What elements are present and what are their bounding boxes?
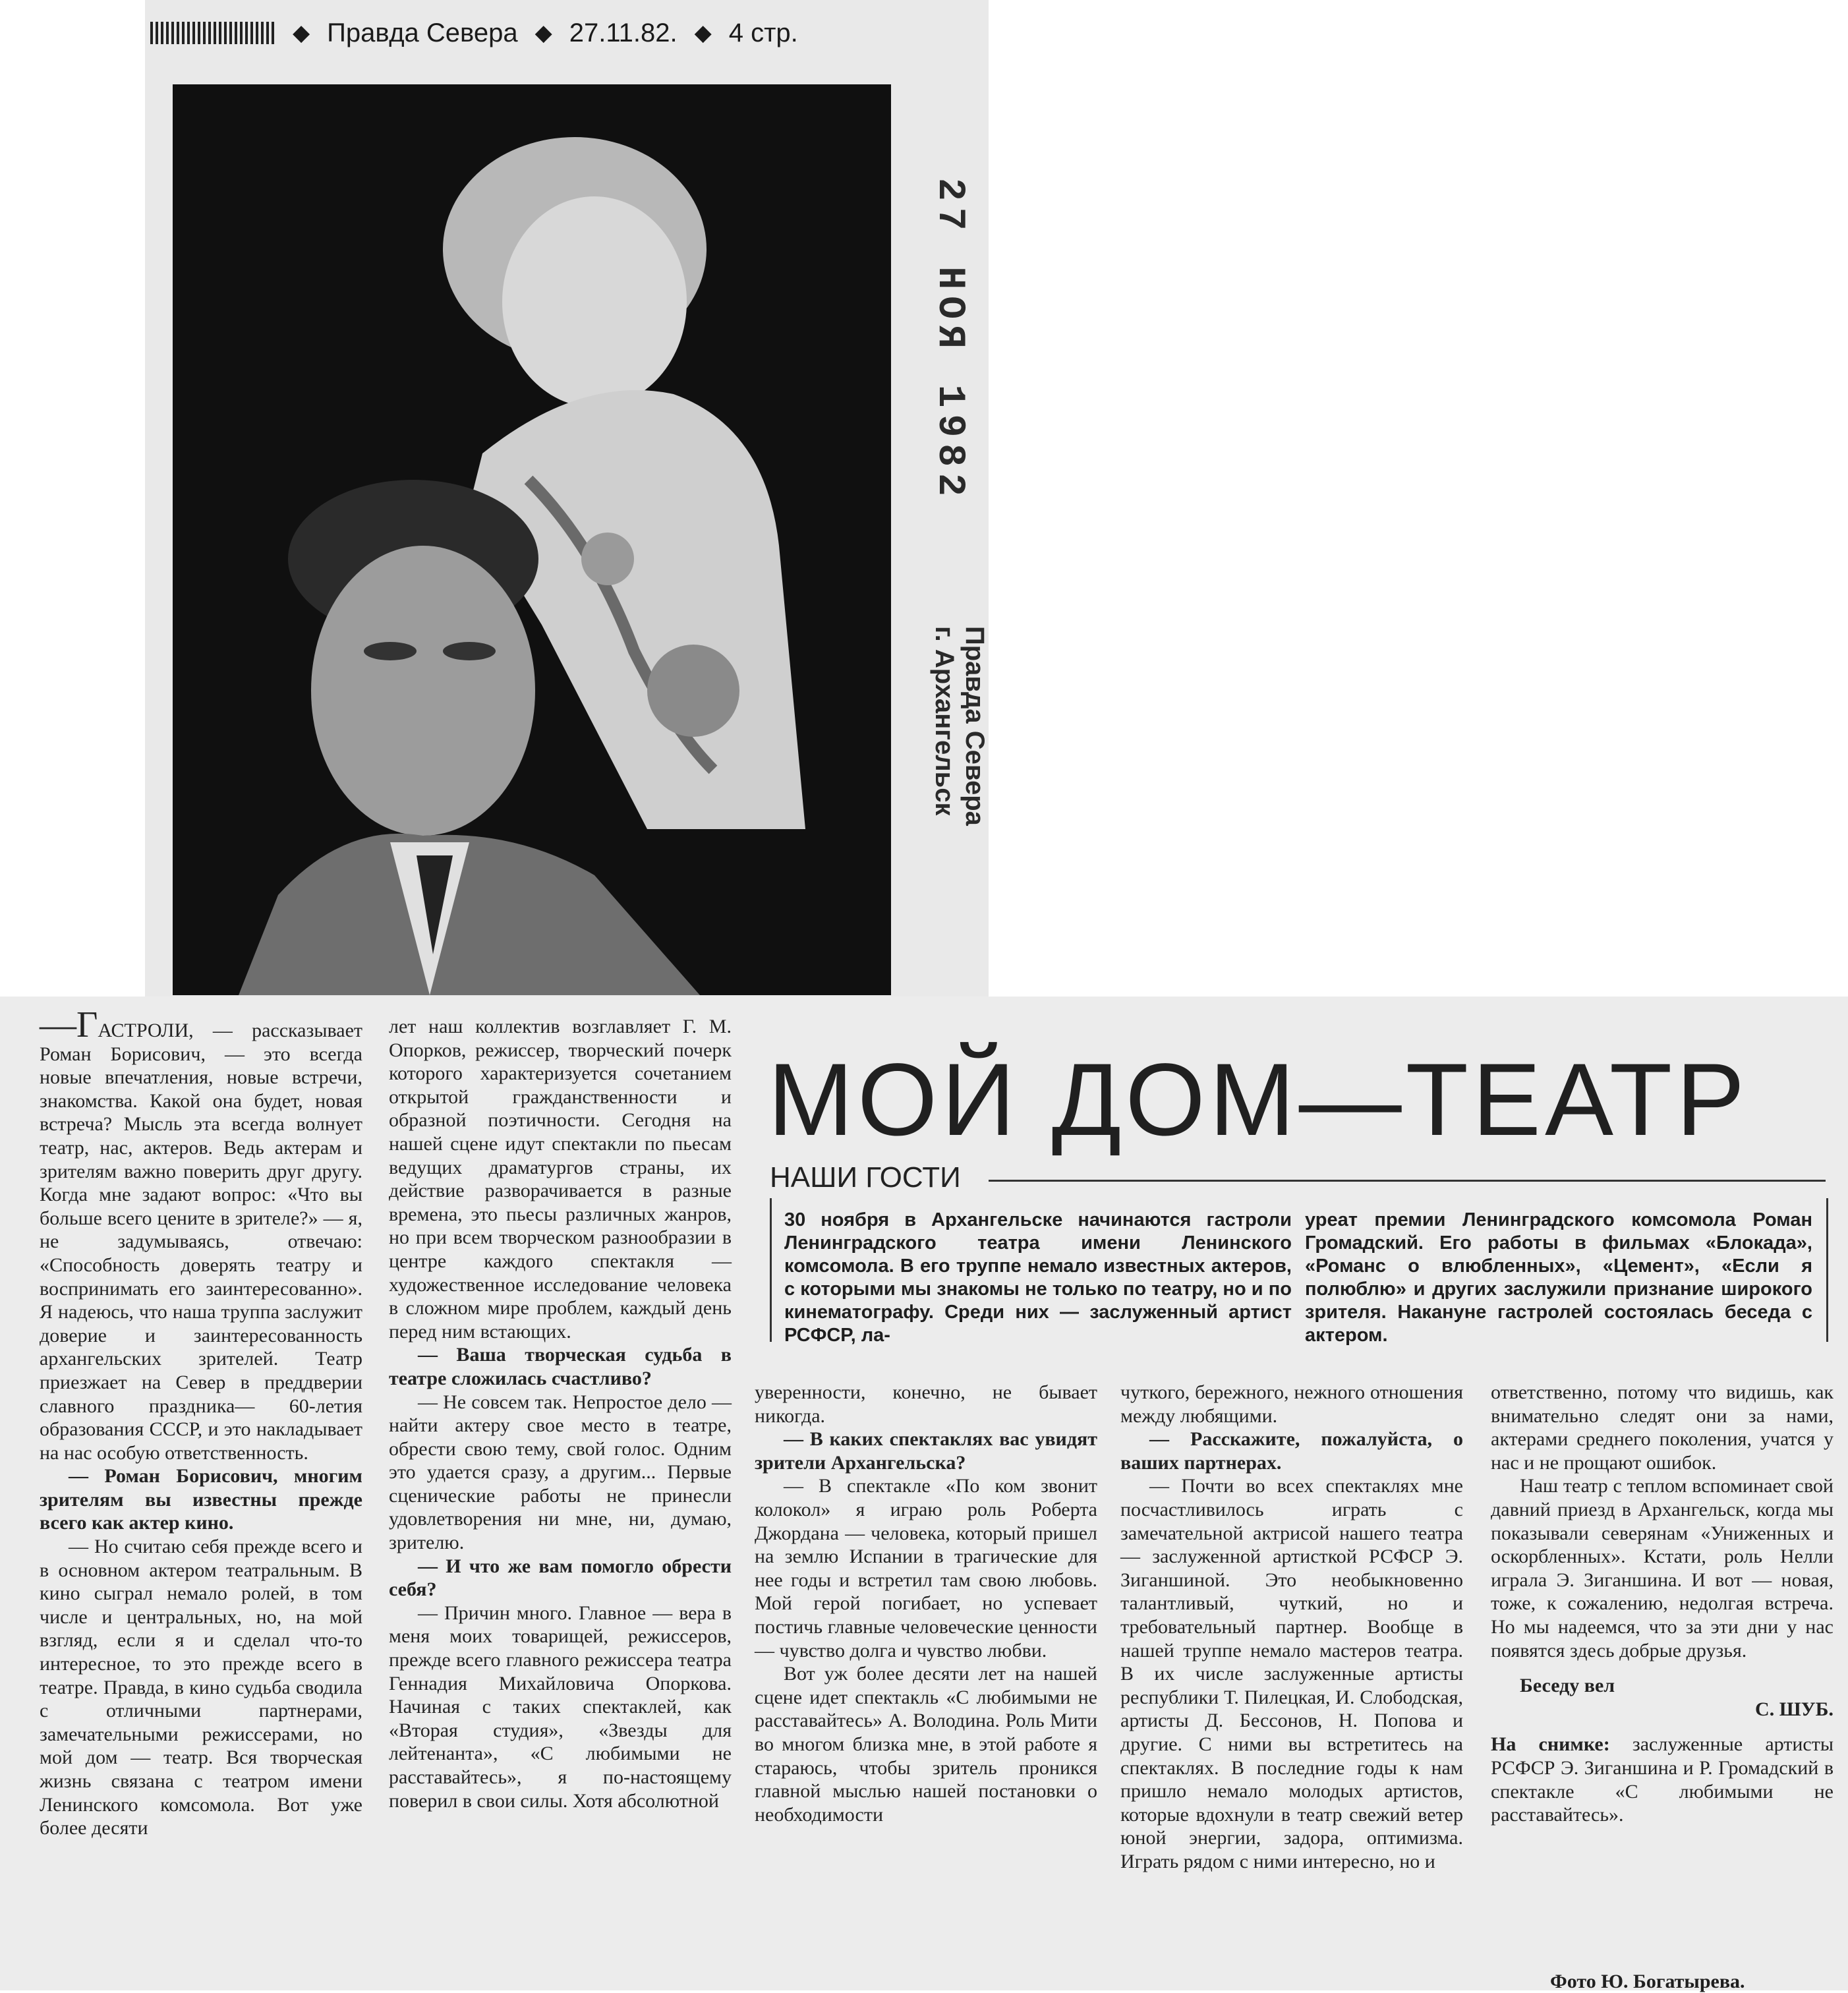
- article-column-5: [1491, 1381, 1834, 1827]
- interview-conducted-by: Беседу вел: [1520, 1675, 1615, 1697]
- newspaper-header: [145, 7, 989, 59]
- paragraph: Вот уж более десяти лет на нашей сцене идет спектакль «С любимыми не расставайтесь» А. Володина. Роль Мити во многом близка мне, в этой работе я стараюсь, чтобы зритель проникся главной мыслью нашей постановки о необходимости: [755, 1663, 1097, 1826]
- interview-question: — Расскажите, пожалуйста, о ваших партнерах.: [1120, 1428, 1463, 1474]
- paragraph: лет наш коллектив возглавляет Г. М. Опорков, режиссер, творческий почерк которого характеризуется сочетанием открытой гражданственности и образной поэтичности. Сегодня на нашей сцене идут спектакли по пьесам ведущих драматургов страны, их действие разворачивается в разные времена, это пьесы различных жанров, но при всем творческом разнообразии в центре каждого спектакля — художественное исследование человека в сложном мире проблем, каждый день перед ним встающих.: [389, 1016, 732, 1343]
- paragraph: — Причин много. Главное — вера в меня моих товарищей, режиссеров, прежде всего главного режиссера театра Геннадия Михайловича Опоркова. Начиная с таких спектаклей, как «Вторая студия», «Звезды для лейтенанта», «С любимыми не расставайтесь», я по-настоящему поверил в свои силы. Хотя абсолютной: [389, 1602, 732, 1812]
- rubric-label: НАШИ ГОСТИ: [770, 1161, 961, 1194]
- publication-stamp: [929, 626, 990, 826]
- stamp-line-1: Правда Севера: [960, 626, 989, 826]
- page-number: 4 стр.: [728, 18, 798, 47]
- interview-question: — Ваша творческая судьба в театре сложилась счастливо?: [389, 1344, 732, 1389]
- newspaper-name: Правда Севера: [327, 18, 518, 47]
- lead-paragraph-right: уреат премии Ленинградского комсомола Роман Громадский. Его работы в фильмах «Блокада», «Романс о влюбленных», «Цемент», «Если я полюблю» и других заслужили признание широкого зрителя. Накануне гастролей состоялась беседа с актером.: [1305, 1209, 1812, 1346]
- drop-cap: —Г: [40, 1004, 98, 1045]
- interview-question: — И что же вам помогло обрести себя?: [389, 1555, 732, 1601]
- interview-question: — Роман Борисович, многим зрителям вы известны прежде всего как актер кино.: [40, 1465, 362, 1534]
- paragraph: чуткого, бережного, нежного отношения между любящими.: [1120, 1381, 1463, 1427]
- paragraph: — В спектакле «По ком звонит колокол» я играю роль Роберта Джордана — человека, который пришел на землю Испании в трагические для нее годы и встретил там свою любовь. Мой герой погибает, но успевает постичь главные человеческие ценности — чувство долга и чувство любви.: [755, 1475, 1097, 1661]
- diamond-icon: ◆: [293, 20, 310, 45]
- caption-text: заслуженные артисты РСФСР Э. Зиганшина и Р. Громадский в спектакле «С любимыми не расставайтесь».: [1491, 1733, 1834, 1826]
- photo-caption: [1491, 1733, 1834, 1826]
- rubric-divider: [989, 1180, 1826, 1182]
- caption-label: На снимке:: [1491, 1733, 1610, 1756]
- paragraph: —ГАСТРОЛИ, — рассказывает Роман Борисович, — это всегда новые впечатления, новые встречи, знакомства. Какой она будет, новая встреча? Мысль эта всегда волнует театр, нас, актеров. Ведь актерам и зрителям важно поверить друг другу. Когда мне задают вопрос: «Что вы больше всего цените в зрителе?» — я, не задумываясь, отвечаю: «Способность доверять театру и воспринимать его заинтересованно». Я надеюсь, что наша труппа заслужит доверие и заинтересованность архангельских зрителей. Театр приезжает на Север в преддверии славного праздника— 60-летия образования СССР, и это накладывает на нас особую ответственность.: [40, 1004, 362, 1464]
- paragraph: — Почти во всех спектаклях мне посчастливилось играть с замечательной актрисой нашего театра — заслуженной артисткой РСФСР Э. Зиганшиной. Это необыкновенно талантливый, чуткий, но и требовательный партнер. Вообще в нашей труппе немало мастеров театра. В их числе заслуженные артисты республики Т. Пилецкая, И. Слободская, артисты Д. Бессонов, Н. Попова и другие. С ними вы встретитесь на спектаклях. В последние годы к нам пришло немало молодых артистов, которые вдохнули в театр свежий ветер юной энергии, задора, оптимизма. Играть рядом с ними интересно, но и: [1120, 1475, 1463, 1872]
- paragraph: Наш театр с теплом вспоминает свой давний приезд в Архангельск, когда мы показывали северянам «Униженных и оскорбленных». Кстати, роль Нелли играла Э. Зиганшина. И вот — новая, тоже, к сожалению, недолгая встреча. Но мы надеемся, что за эти дни у нас появятся здесь добрые друзья.: [1491, 1475, 1834, 1661]
- article-column-1: [40, 1004, 362, 1840]
- lead-paragraph-left: 30 ноября в Архангельске начинаются гастроли Ленинградского театра имени Ленинского комсомола. В его труппе немало известных актеров, с которыми мы знакомы не только по театру, но и по кинематографу. Среди них — заслуженный артист РСФСР, ла-: [784, 1209, 1292, 1346]
- issue-date: 27.11.82.: [569, 18, 678, 47]
- article-column-3: [755, 1381, 1097, 1826]
- actors-photo: [173, 84, 891, 995]
- barcode-mark: [150, 22, 275, 44]
- paragraph: уверенности, конечно, не бывает никогда.: [755, 1381, 1097, 1427]
- article-title: МОЙ ДОМ—ТЕАТР: [768, 1043, 1749, 1157]
- author-signature: С. ШУБ.: [1755, 1698, 1834, 1720]
- article-column-4: [1120, 1381, 1463, 1873]
- diamond-icon: ◆: [694, 20, 712, 45]
- date-stamp: 27 НОЯ 1982: [928, 178, 971, 503]
- interview-question: — В каких спектаклях вас увидят зрители Архангельска?: [755, 1428, 1097, 1474]
- stamp-line-2: г. Архангельск: [930, 626, 959, 816]
- photo-credit: Фото Ю. Богатырева.: [1550, 1971, 1745, 1992]
- diamond-icon: ◆: [534, 20, 552, 45]
- paragraph: — Не совсем так. Непростое дело — найти актеру свое место в театре, обрести свою тему, свой голос. Одним это удается сразу, а другим... Первые сценические работы не принесли удовлетворения ни мне, ни, думаю, зрителю.: [389, 1391, 732, 1554]
- paragraph: ответственно, потому что видишь, как внимательно следят они за нами, актерами среднего поколения, учатся у нас и не прощают ошибок.: [1491, 1381, 1834, 1474]
- article-column-2: [389, 1015, 732, 1812]
- paragraph: — Но считаю себя прежде всего и в основном актером театральным. В кино сыграл немало ролей, в том числе и центральных, но, на мой взгляд, если я и сделал что-то интересное, то это прежде всего в театре. Правда, в кино судьба сводила с отличными партнерами, замечательными режиссерами, но мой дом — театр. Вся творческая жизнь связана с театром имени Ленинского комсомола. Вот уже более десяти: [40, 1536, 362, 1839]
